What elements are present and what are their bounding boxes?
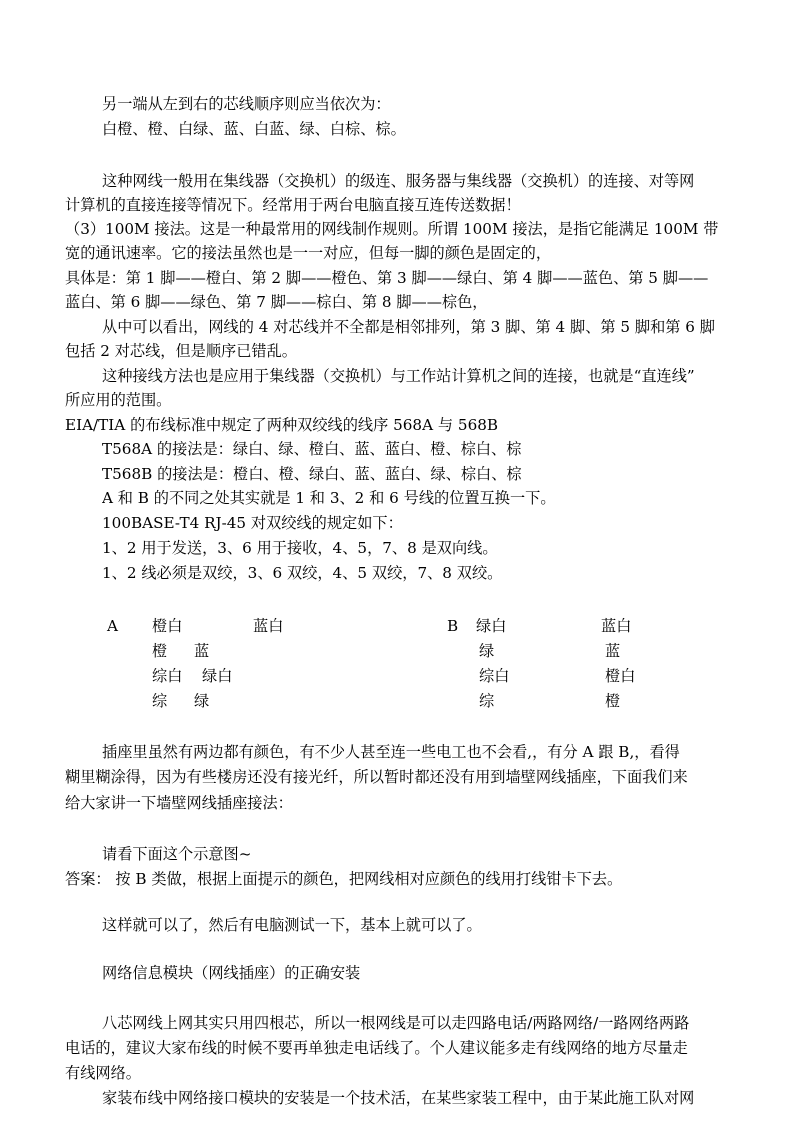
text-line: 糊里糊涂得，因为有些楼房还没有接光纤，所以暂时都还没有用到墙壁网线插座，下面我们来 — [65, 768, 688, 786]
wiring-b-cell: 绿白 — [476, 617, 507, 635]
text-line: EIA/TIA 的布线标准中规定了两种双绞线的线序 568A 与 568B — [65, 416, 499, 434]
text-line: 给大家讲一下墙壁网线插座接法： — [65, 794, 293, 812]
text-line: 插座里虽然有两边都有颜色，有不少人甚至连一些电工也不会看,，有分 A 跟 B,，看得 — [102, 743, 680, 761]
text-line: 电话的，建议大家布线的时候不要再单独走电话线了。个人建议能多走有线网络的地方尽量走 — [65, 1039, 688, 1057]
text-line: 有线网络。 — [65, 1064, 141, 1082]
wiring-b-cell: 综 — [479, 692, 495, 710]
wiring-b-label: B — [447, 617, 459, 635]
text-line: 另一端从左到右的芯线顺序则应当依次为： — [102, 95, 391, 113]
text-line: 计算机的直接连接等情况下。经常用于两台电脑直接互连传送数据！ — [65, 196, 521, 214]
text-line: 100BASE-T4 RJ-45 对双绞线的规定如下： — [102, 514, 403, 532]
wiring-b-cell: 蓝白 — [601, 617, 632, 635]
text-line: 请看下面这个示意图~ — [102, 845, 252, 863]
wiring-a-cell: 蓝 — [194, 642, 210, 660]
text-line: 网络信息模块（网线插座）的正确安装 — [102, 964, 361, 982]
text-line: 白橙、橙、白绿、蓝、白蓝、绿、白棕、棕。 — [102, 120, 406, 138]
wiring-a-cell: 综白 — [152, 667, 183, 685]
wiring-b-cell: 橙白 — [605, 667, 636, 685]
text-line: 包括 2 对芯线，但是顺序已错乱。 — [65, 342, 297, 360]
wiring-a-label: A — [107, 617, 118, 635]
text-line: 这种接线方法也是应用于集线器（交换机）与工作站计算机之间的连接，也就是“直连线” — [102, 367, 695, 385]
text-line: 家装布线中网络接口模块的安装是一个技术活，在某些家装工程中，由于某此施工队对网 — [102, 1089, 695, 1107]
wiring-a-cell: 绿白 — [202, 667, 233, 685]
text-line: 1、2 线必须是双绞，3、6 双绞，4、5 双绞，7、8 双绞。 — [102, 564, 503, 582]
text-line: 所应用的范围。 — [65, 391, 172, 409]
text-line: 蓝白、第 6 脚——绿色、第 7 脚——棕白、第 8 脚——棕色， — [65, 293, 488, 311]
text-line: 这种网线一般用在集线器（交换机）的级连、服务器与集线器（交换机）的连接、对等网 — [102, 172, 695, 190]
text-line: 这样就可以了，然后有电脑测试一下，基本上就可以了。 — [102, 916, 482, 934]
text-line: A 和 B 的不同之处其实就是 1 和 3、2 和 6 号线的位置互换一下。 — [102, 489, 556, 507]
text-line: T568A 的接法是：绿白、绿、橙白、蓝、蓝白、橙、棕白、棕 — [102, 440, 522, 458]
text-line: （3）100M 接法。这是一种最常用的网线制作规则。所谓 100M 接法，是指它能满足 100M 带 — [65, 220, 719, 238]
wiring-b-cell: 绿 — [479, 642, 495, 660]
text-line: 从中可以看出，网线的 4 对芯线并不全都是相邻排列，第 3 脚、第 4 脚、第 5 脚和第 6 脚 — [102, 318, 715, 336]
text-line: 答案： 按 B 类做，根据上面提示的颜色，把网线相对应颜色的线用打线钳卡下去。 — [65, 870, 623, 888]
text-line: 八芯网线上网其实只用四根芯，所以一根网线是可以走四路电话/两路网络/一路网络两路 — [102, 1014, 690, 1032]
wiring-a-cell: 蓝白 — [253, 617, 284, 635]
text-line: T568B 的接法是：橙白、橙、绿白、蓝、蓝白、绿、棕白、棕 — [102, 465, 522, 483]
text-line: 宽的通讯速率。它的接法虽然也是一一对应，但每一脚的颜色是固定的， — [65, 244, 551, 262]
wiring-a-cell: 综 — [152, 692, 168, 710]
wiring-b-cell: 综白 — [479, 667, 510, 685]
wiring-a-cell: 橙 — [152, 642, 168, 660]
text-line: 1、2 用于发送，3、6 用于接收，4、5，7、8 是双向线。 — [102, 539, 498, 557]
text-line: 具体是：第 1 脚——橙白、第 2 脚——橙色、第 3 脚——绿白、第 4 脚——蓝色、第 5 脚—— — [65, 269, 709, 287]
wiring-a-cell: 绿 — [194, 692, 210, 710]
wiring-b-cell: 橙 — [605, 692, 621, 710]
wiring-b-cell: 蓝 — [605, 642, 621, 660]
wiring-a-cell: 橙白 — [152, 617, 183, 635]
